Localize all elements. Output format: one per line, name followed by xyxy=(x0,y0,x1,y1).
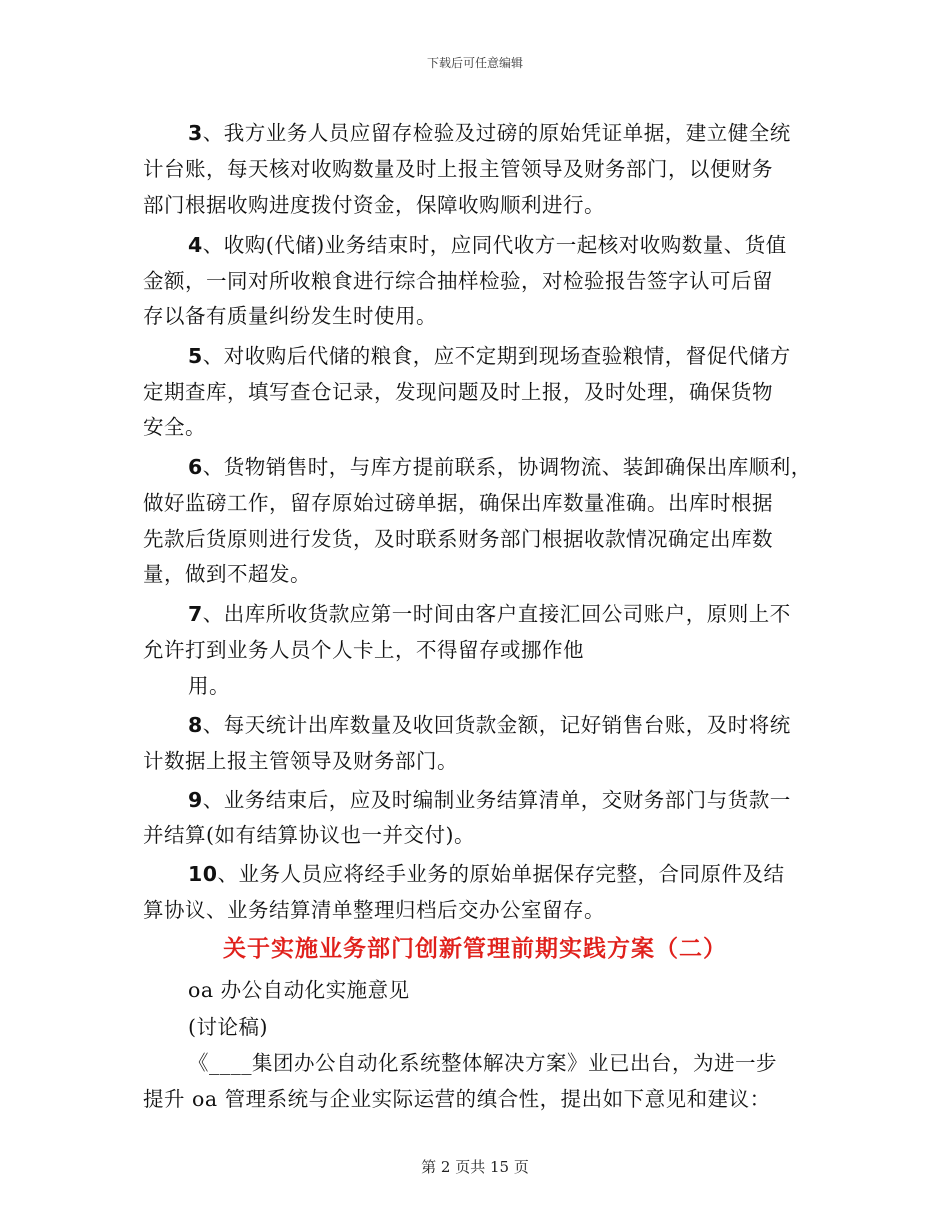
paragraph-line: 安全。 xyxy=(143,415,206,439)
paragraph-line: 计台账，每天核对收购数量及时上报主管领导及财务部门，以便财务 xyxy=(143,157,773,181)
paragraph-line: 6、货物销售时，与库方提前联系，协调物流、装卸确保出库顺利， xyxy=(188,455,812,479)
paragraph-line: 做好监磅工作，留存原始过磅单据，确保出库数量准确。出库时根据 xyxy=(143,491,773,515)
paragraph-line: 7、出库所收货款应第一时间由客户直接汇回公司账户，原则上不 xyxy=(188,602,791,626)
paragraph-line: 10、业务人员应将经手业务的原始单据保存完整，合同原件及结 xyxy=(188,862,785,886)
item-number: 6 xyxy=(188,455,203,479)
item-number: 4 xyxy=(188,233,203,257)
paragraph-line: 提升 oa 管理系统与企业实际运营的缜合性，提出如下意见和建议： xyxy=(143,1087,771,1111)
paragraph-line: 《____集团办公自动化系统整体解决方案》业已出台，为进一步 xyxy=(188,1051,777,1075)
page-header: 下载后可任意编辑 xyxy=(426,56,523,70)
item-number: 8 xyxy=(188,713,203,737)
subtitle-line: (讨论稿) xyxy=(188,1015,268,1039)
section-heading: 关于实施业务部门创新管理前期实践方案（二） xyxy=(223,935,727,962)
paragraph-line: 5、对收购后代储的粮食，应不定期到现场查验粮情，督促代储方 xyxy=(188,344,791,368)
item-number: 3 xyxy=(188,121,203,145)
paragraph-line: 计数据上报主管领导及财务部门。 xyxy=(143,749,458,773)
paragraph-line: 金额，一同对所收粮食进行综合抽样检验，对检验报告签字认可后留 xyxy=(143,269,773,293)
paragraph-line: 先款后货原则进行发货，及时联系财务部门根据收款情况确定出库数 xyxy=(143,527,773,551)
subtitle-line: oa 办公自动化实施意见 xyxy=(188,978,410,1002)
paragraph-line: 用。 xyxy=(188,674,230,698)
paragraph-line: 算协议、业务结算清单整理归档后交办公室留存。 xyxy=(143,898,605,922)
paragraph-line: 并结算(如有结算协议也一并交付)。 xyxy=(143,823,475,847)
paragraph-line: 量，做到不超发。 xyxy=(143,562,311,586)
paragraph-line: 4、收购(代储)业务结束时，应同代收方一起核对收购数量、货值 xyxy=(188,233,787,257)
paragraph-line: 允许打到业务人员个人卡上，不得留存或挪作他 xyxy=(143,638,584,662)
item-number: 7 xyxy=(188,602,203,626)
paragraph-line: 部门根据收购进度拨付资金，保障收购顺利进行。 xyxy=(143,193,605,217)
paragraph-line: 存以备有质量纠纷发生时使用。 xyxy=(143,304,437,328)
paragraph-line: 定期查库，填写查仓记录，发现问题及时上报，及时处理，确保货物 xyxy=(143,380,773,404)
item-number: 10 xyxy=(188,862,218,886)
paragraph-line: 9、业务结束后，应及时编制业务结算清单，交财务部门与货款一 xyxy=(188,788,791,812)
item-number: 5 xyxy=(188,344,203,368)
paragraph-line: 3、我方业务人员应留存检验及过磅的原始凭证单据，建立健全统 xyxy=(188,121,791,145)
item-number: 9 xyxy=(188,788,203,812)
paragraph-line: 8、每天统计出库数量及收回货款金额，记好销售台账，及时将统 xyxy=(188,713,791,737)
page-footer: 第 2 页共 15 页 xyxy=(421,1158,529,1176)
